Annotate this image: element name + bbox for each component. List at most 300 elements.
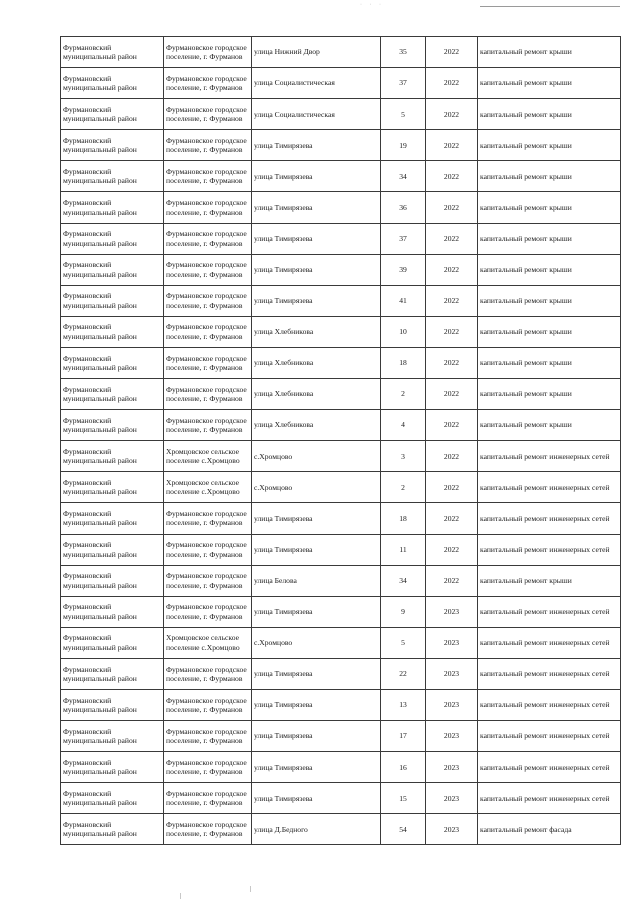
district-cell-text: Фурмановский муниципальный район [63,664,137,683]
settlement-cell [164,37,252,68]
work-type-cell [478,441,621,472]
house-number-cell [381,130,426,161]
district-cell-text: Фурмановский муниципальный район [63,198,137,217]
street-cell-text: улица Тимирязева [254,265,313,274]
table-row [61,752,621,783]
house-number-cell [381,223,426,254]
repair-registry-table [60,36,621,845]
settlement-cell [164,161,252,192]
settlement-cell [164,130,252,161]
house-number-cell [381,689,426,720]
work-type-cell [478,379,621,410]
street-cell [252,752,381,783]
house-number-cell [381,565,426,596]
work-type-cell-text: капитальный ремонт крыши [480,109,572,119]
settlement-cell [164,68,252,99]
settlement-cell [164,565,252,596]
year-cell-text: 2022 [443,544,460,554]
street-cell-text: улица Тимирязева [254,762,313,772]
year-cell [426,192,478,223]
district-cell-text: Фурмановский муниципальный район [63,135,137,155]
settlement-cell [164,410,252,441]
table-row [61,565,621,596]
year-cell [426,534,478,565]
work-type-cell [478,347,621,378]
street-cell [252,37,381,68]
year-cell-text: 2023 [443,762,460,772]
house-number-cell-text: 41 [399,296,407,306]
scan-artifact-tick [250,886,251,892]
year-cell [426,37,478,68]
year-cell [426,596,478,627]
district-cell-text: Фурмановский муниципальный район [63,819,137,839]
work-type-cell [478,534,621,565]
street-cell [252,814,381,845]
table-row [61,285,621,316]
settlement-cell-text: Фурмановское городское поселение, г. Фурманов [166,73,247,93]
street-cell [252,285,381,316]
settlement-cell [164,814,252,845]
house-number-cell-text: 34 [399,575,407,585]
settlement-cell-text: Фурмановское городское поселение, г. Фурманов [166,819,247,839]
district-cell-text: Фурмановский муниципальный район [63,757,137,777]
settlement-cell-text: Фурмановское городское поселение, г. Фурманов [166,415,247,435]
year-cell [426,316,478,347]
work-type-cell-text: капитальный ремонт крыши [480,78,572,88]
street-cell-text: улица Тимирязева [254,171,313,181]
house-number-cell-text: 37 [399,78,407,88]
house-number-cell [381,441,426,472]
scan-artifact-tick [180,893,181,899]
year-cell [426,99,478,130]
district-cell [61,254,164,285]
table-row [61,658,621,689]
district-cell-text: Фурмановский муниципальный район [63,695,137,715]
house-number-cell [381,37,426,68]
work-type-cell [478,596,621,627]
table-row [61,472,621,503]
settlement-cell-text: Фурмановское городское поселение, г. Фурманов [166,229,247,248]
district-cell-text: Фурмановский муниципальный район [63,167,137,186]
district-cell [61,161,164,192]
work-type-cell [478,721,621,752]
year-cell-text: 2022 [443,358,460,368]
work-type-cell [478,192,621,223]
settlement-cell-text: Фурмановское городское поселение, г. Фурманов [166,322,247,341]
house-number-cell [381,658,426,689]
settlement-cell [164,658,252,689]
table-row [61,783,621,814]
work-type-cell-text: капитальный ремонт крыши [480,358,572,368]
street-cell-text: улица Тимирязева [254,233,313,243]
work-type-cell-text: капитальный ремонт крыши [480,202,572,212]
settlement-cell-text: Хромцовское сельское поселение с.Хромцово [166,633,240,652]
table-row [61,223,621,254]
year-cell-text: 2023 [443,824,460,834]
work-type-cell [478,68,621,99]
table-row [61,503,621,534]
year-cell [426,472,478,503]
year-cell [426,783,478,814]
work-type-cell-text: капитальный ремонт инженерных сетей [480,669,610,679]
street-cell-text: с.Хромцово [254,451,293,461]
district-cell [61,503,164,534]
settlement-cell [164,721,252,752]
work-type-cell [478,37,621,68]
year-cell-text: 2022 [443,47,460,57]
work-type-cell [478,658,621,689]
house-number-cell-text: 18 [399,358,407,368]
year-cell [426,379,478,410]
settlement-cell-text: Фурмановское городское поселение, г. Фурманов [166,384,247,404]
house-number-cell [381,254,426,285]
district-cell-text: Фурмановский муниципальный район [63,229,137,248]
district-cell-text: Фурмановский муниципальный район [63,446,137,466]
house-number-cell-text: 13 [399,700,407,710]
year-cell [426,68,478,99]
year-cell-text: 2022 [443,451,460,461]
table-row [61,410,621,441]
settlement-cell [164,223,252,254]
work-type-cell-text: капитальный ремонт крыши [480,171,572,181]
house-number-cell-text: 19 [399,140,407,150]
street-cell-text: улица Нижний Двор [254,47,320,57]
house-number-cell-text: 22 [399,669,407,679]
year-cell-text: 2022 [443,575,460,585]
house-number-cell [381,534,426,565]
district-cell [61,627,164,658]
work-type-cell-text: капитальный ремонт инженерных сетей [480,762,610,772]
table-row [61,192,621,223]
district-cell [61,472,164,503]
house-number-cell [381,316,426,347]
district-cell-text: Фурмановский муниципальный район [63,384,137,404]
street-cell-text: улица Белова [254,575,297,585]
house-number-cell [381,783,426,814]
settlement-cell-text: Фурмановское городское поселение, г. Фурманов [166,540,247,559]
district-cell [61,285,164,316]
street-cell-text: улица Хлебникова [254,358,314,368]
work-type-cell-text: капитальный ремонт крыши [480,327,572,337]
year-cell-text: 2023 [443,607,460,617]
house-number-cell-text: 2 [401,389,405,399]
street-cell [252,627,381,658]
house-number-cell-text: 34 [399,171,407,181]
table-row [61,37,621,68]
year-cell [426,223,478,254]
street-cell [252,783,381,814]
settlement-cell-text: Хромцовское сельское поселение с.Хромцово [166,477,240,497]
year-cell [426,254,478,285]
year-cell-text: 2022 [443,327,460,337]
work-type-cell-text: капитальный ремонт инженерных сетей [480,607,610,617]
settlement-cell-text: Фурмановское городское поселение, г. Фурманов [166,664,247,683]
street-cell-text: улица Социалистическая [254,109,335,119]
district-cell-text: Фурмановский муниципальный район [63,42,137,62]
settlement-cell [164,441,252,472]
year-cell-text: 2022 [443,482,460,492]
table-row [61,534,621,565]
year-cell [426,721,478,752]
settlement-cell-text: Фурмановское городское поселение, г. Фурманов [166,198,247,217]
house-number-cell [381,410,426,441]
street-cell [252,472,381,503]
year-cell [426,441,478,472]
district-cell [61,534,164,565]
year-cell-text: 2022 [443,389,460,399]
table-row [61,721,621,752]
table-row [61,379,621,410]
house-number-cell [381,814,426,845]
house-number-cell-text: 11 [399,544,407,554]
street-cell [252,254,381,285]
house-number-cell-text: 37 [399,233,407,243]
work-type-cell-text: капитальный ремонт крыши [480,233,572,243]
district-cell-text: Фурмановский муниципальный район [63,509,137,528]
settlement-cell [164,627,252,658]
settlement-cell-text: Фурмановское городское поселение, г. Фурманов [166,167,247,186]
house-number-cell-text: 17 [399,731,407,741]
house-number-cell-text: 35 [399,47,407,57]
street-cell-text: улица Тимирязева [254,544,313,554]
house-number-cell [381,472,426,503]
house-number-cell-text: 3 [401,451,405,461]
district-cell [61,130,164,161]
work-type-cell [478,99,621,130]
street-cell [252,130,381,161]
table-row [61,254,621,285]
district-cell-text: Фурмановский муниципальный район [63,322,137,341]
table-row [61,347,621,378]
house-number-cell-text: 5 [401,638,405,648]
year-cell [426,503,478,534]
settlement-cell [164,254,252,285]
district-cell-text: Фурмановский муниципальный район [63,540,137,559]
house-number-cell [381,192,426,223]
year-cell-text: 2022 [443,420,460,430]
settlement-cell-text: Фурмановское городское поселение, г. Фурманов [166,509,247,528]
settlement-cell [164,534,252,565]
district-cell [61,316,164,347]
district-cell-text: Фурмановский муниципальный район [63,291,137,310]
settlement-cell-text: Фурмановское городское поселение, г. Фурманов [166,757,247,777]
year-cell-text: 2022 [443,109,460,119]
street-cell-text: с.Хромцово [254,482,293,492]
district-cell-text: Фурмановский муниципальный район [63,353,137,372]
work-type-cell [478,565,621,596]
settlement-cell [164,783,252,814]
house-number-cell [381,161,426,192]
year-cell-text: 2022 [443,233,460,243]
street-cell [252,161,381,192]
year-cell-text: 2022 [443,202,460,212]
district-cell [61,223,164,254]
street-cell [252,68,381,99]
work-type-cell-text: капитальный ремонт инженерных сетей [480,451,610,461]
work-type-cell [478,316,621,347]
year-cell-text: 2022 [443,140,460,150]
work-type-cell-text: капитальный ремонт крыши [480,140,572,150]
work-type-cell-text: капитальный ремонт крыши [480,296,572,306]
table-row [61,596,621,627]
table-row [61,689,621,720]
work-type-cell [478,814,621,845]
work-type-cell-text: капитальный ремонт инженерных сетей [480,638,610,648]
settlement-cell [164,752,252,783]
street-cell [252,658,381,689]
table-row [61,130,621,161]
settlement-cell [164,99,252,130]
year-cell [426,130,478,161]
settlement-cell-text: Фурмановское городское поселение, г. Фурманов [166,353,247,372]
work-type-cell [478,223,621,254]
district-cell-text: Фурмановский муниципальный район [63,726,137,746]
house-number-cell [381,627,426,658]
street-cell-text: улица Тимирязева [254,793,313,803]
house-number-cell [381,68,426,99]
street-cell [252,316,381,347]
work-type-cell [478,410,621,441]
settlement-cell-text: Фурмановское городское поселение, г. Фурманов [166,788,247,808]
work-type-cell-text: капитальный ремонт инженерных сетей [480,793,610,803]
house-number-cell [381,379,426,410]
house-number-cell-text: 18 [399,513,407,523]
year-cell [426,814,478,845]
work-type-cell-text: капитальный ремонт фасада [480,824,572,834]
street-cell [252,565,381,596]
street-cell [252,223,381,254]
street-cell-text: улица Тимирязева [254,202,313,212]
street-cell [252,596,381,627]
house-number-cell [381,752,426,783]
house-number-cell-text: 15 [399,793,407,803]
year-cell [426,565,478,596]
work-type-cell [478,254,621,285]
street-cell [252,192,381,223]
year-cell-text: 2022 [443,78,460,88]
settlement-cell-text: Фурмановское городское поселение, г. Фурманов [166,571,247,590]
year-cell [426,627,478,658]
street-cell-text: улица Тимирязева [254,513,313,523]
street-cell-text: улица Тимирязева [254,296,313,306]
house-number-cell-text: 4 [401,420,405,430]
street-cell-text: улица Д.Бедного [254,824,308,834]
year-cell [426,347,478,378]
house-number-cell-text: 36 [399,202,407,212]
year-cell [426,285,478,316]
year-cell-text: 2022 [443,171,460,181]
work-type-cell-text: капитальный ремонт инженерных сетей [480,513,610,523]
district-cell [61,347,164,378]
district-cell [61,596,164,627]
street-cell [252,347,381,378]
district-cell [61,814,164,845]
district-cell [61,441,164,472]
street-cell-text: улица Хлебникова [254,420,314,430]
year-cell-text: 2023 [443,700,460,710]
street-cell-text: с.Хромцово [254,638,293,648]
district-cell-text: Фурмановский муниципальный район [63,602,137,621]
year-cell-text: 2022 [443,296,460,306]
work-type-cell-text: капитальный ремонт инженерных сетей [480,700,610,710]
house-number-cell-text: 2 [401,482,405,492]
street-cell [252,534,381,565]
settlement-cell-text: Фурмановское городское поселение, г. Фурманов [166,42,247,62]
house-number-cell [381,596,426,627]
work-type-cell [478,472,621,503]
year-cell [426,752,478,783]
district-cell-text: Фурмановский муниципальный район [63,571,137,590]
settlement-cell [164,379,252,410]
house-number-cell-text: 5 [401,109,405,119]
settlement-cell-text: Фурмановское городское поселение, г. Фурманов [166,726,247,746]
work-type-cell [478,503,621,534]
street-cell-text: улица Тимирязева [254,140,313,150]
house-number-cell-text: 39 [399,265,407,274]
district-cell-text: Фурмановский муниципальный район [63,73,137,93]
year-cell-text: 2022 [443,513,460,523]
house-number-cell [381,721,426,752]
work-type-cell-text: капитальный ремонт крыши [480,575,572,585]
settlement-cell-text: Фурмановское городское поселение, г. Фурманов [166,291,247,310]
settlement-cell-text: Фурмановское городское поселение, г. Фурманов [166,104,247,124]
district-cell [61,192,164,223]
work-type-cell [478,285,621,316]
house-number-cell [381,347,426,378]
table-row [61,68,621,99]
house-number-cell-text: 10 [399,327,407,337]
district-cell [61,783,164,814]
district-cell-text: Фурмановский муниципальный район [63,104,137,124]
work-type-cell-text: капитальный ремонт крыши [480,420,572,430]
work-type-cell-text: капитальный ремонт крыши [480,265,572,274]
work-type-cell-text: капитальный ремонт крыши [480,47,572,57]
district-cell-text: Фурмановский муниципальный район [63,477,137,497]
house-number-cell [381,503,426,534]
table-row [61,441,621,472]
district-cell-text: Фурмановский муниципальный район [63,788,137,808]
settlement-cell-text: Хромцовское сельское поселение с.Хромцово [166,446,240,466]
table-row [61,316,621,347]
work-type-cell-text: капитальный ремонт инженерных сетей [480,731,610,741]
settlement-cell [164,285,252,316]
work-type-cell [478,627,621,658]
street-cell [252,379,381,410]
work-type-cell-text: капитальный ремонт инженерных сетей [480,482,610,492]
district-cell [61,658,164,689]
work-type-cell [478,130,621,161]
work-type-cell [478,689,621,720]
street-cell [252,503,381,534]
district-cell-text: Фурмановский муниципальный район [63,633,137,652]
district-cell [61,379,164,410]
year-cell [426,658,478,689]
district-cell [61,689,164,720]
house-number-cell-text: 16 [399,762,407,772]
street-cell-text: улица Тимирязева [254,607,313,617]
district-cell [61,37,164,68]
settlement-cell [164,472,252,503]
work-type-cell [478,783,621,814]
street-cell [252,99,381,130]
work-type-cell-text: капитальный ремонт крыши [480,389,572,399]
house-number-cell [381,99,426,130]
year-cell-text: 2023 [443,793,460,803]
table-row [61,99,621,130]
table-row [61,161,621,192]
street-cell-text: улица Социалистическая [254,78,335,88]
district-cell [61,99,164,130]
